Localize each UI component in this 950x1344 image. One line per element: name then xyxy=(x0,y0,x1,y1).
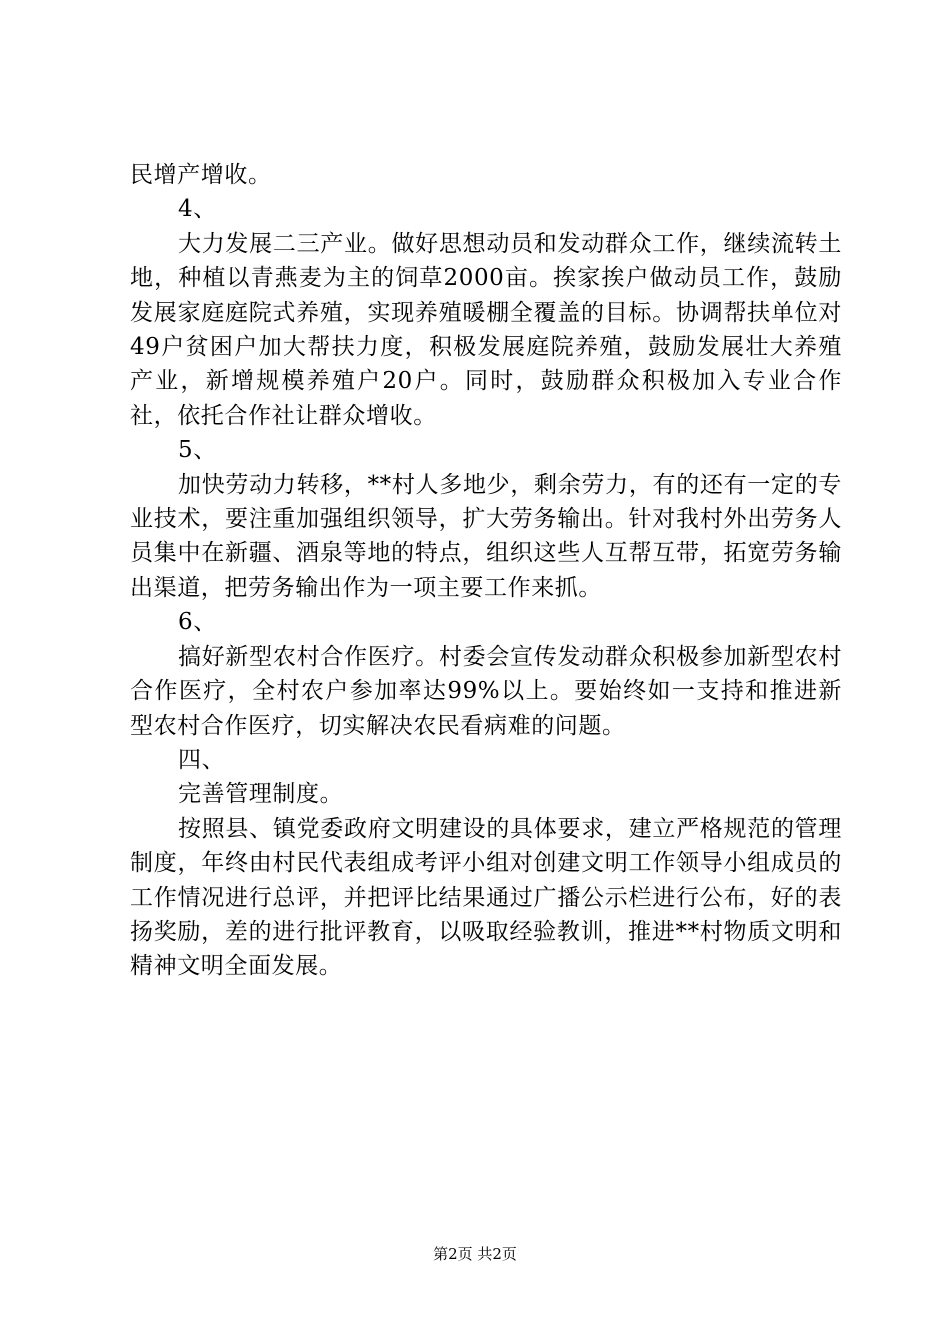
paragraph-labor-transfer: 加快劳动力转移，**村人多地少，剩余劳力，有的还有一定的专业技术，要注重加强组织领导，扩大劳务输出。针对我村外出劳务人员集中在新疆、酒泉等地的特点，组织这些人互帮互带，拓宽劳务输出渠道，把劳务输出作为一项主要工作来抓。 xyxy=(130,471,842,601)
section-number-5: 5、 xyxy=(178,437,217,464)
section-number-6: 6、 xyxy=(178,609,217,636)
page-number-footer: 第2页 共2页 xyxy=(433,1245,517,1263)
paragraph-rural-medical-care: 搞好新型农村合作医疗。村委会宣传发动群众积极参加新型农村合作医疗，全村农户参加率达99%以上。要始终如一支持和推进新型农村合作医疗，切实解决农民看病难的问题。 xyxy=(130,643,842,739)
document-body xyxy=(130,158,842,984)
section-number-4: 4、 xyxy=(178,196,217,223)
section-title-management: 完善管理制度。 xyxy=(178,781,344,808)
paragraph-industry-development: 大力发展二三产业。做好思想动员和发动群众工作，继续流转土地，种植以青燕麦为主的饲草2000亩。挨家挨户做动员工作，鼓励发展家庭庭院式养殖，实现养殖暖棚全覆盖的目标。协调帮扶单位对49户贫困户加大帮扶力度，积极发展庭院养殖，鼓励发展壮大养殖产业，新增规模养殖户20户。同时，鼓励群众积极加入专业合作社，依托合作社让群众增收。 xyxy=(130,230,842,429)
paragraph-continuation: 民增产增收。 xyxy=(130,162,272,188)
section-heading-four: 四、 xyxy=(178,746,226,773)
paragraph-management-system: 按照县、镇党委政府文明建设的具体要求，建立严格规范的管理制度，年终由村民代表组成考评小组对创建文明工作领导小组成员的工作情况进行总评，并把评比结果通过广播公示栏进行公布，好的表扬奖励，差的进行批评教育，以吸取经验教训，推进**村物质文明和精神文明全面发展。 xyxy=(130,815,842,980)
